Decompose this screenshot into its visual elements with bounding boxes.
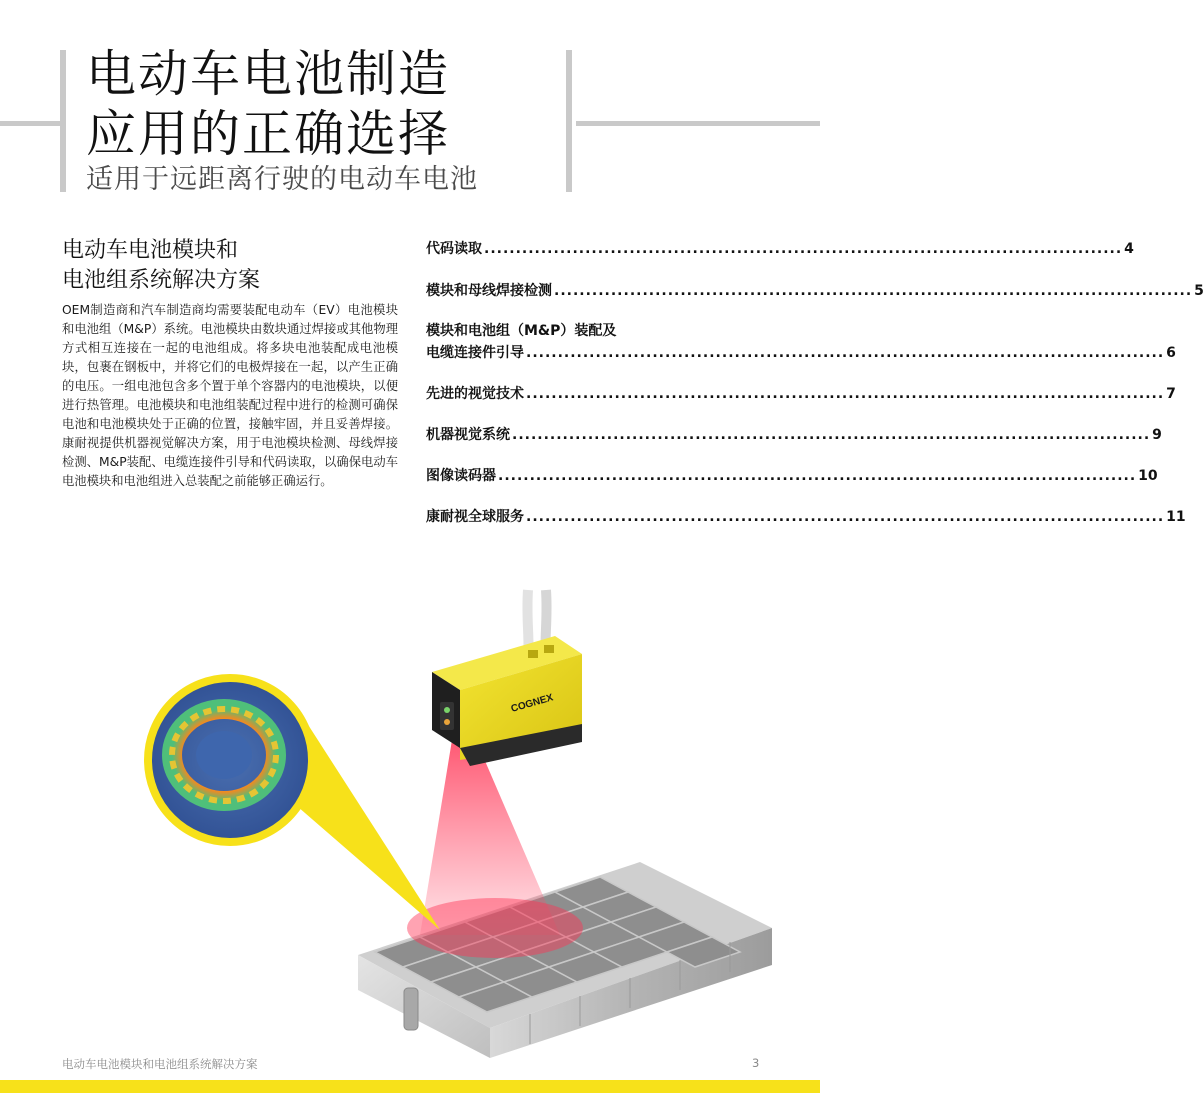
footer-running-title: 电动车电池模块和电池组系统解决方案 [62, 1057, 258, 1071]
header-rule-right [576, 121, 820, 126]
toc-item-vision-systems[interactable] [426, 424, 1162, 446]
toc-page-number: 6 [1166, 345, 1176, 361]
toc-page-number: 10 [1138, 468, 1158, 484]
toc-item-weld-inspection[interactable] [426, 280, 1204, 302]
toc-item-code-reading[interactable] [426, 238, 1134, 260]
header-rule-left [0, 121, 60, 126]
header-bracket-right [566, 50, 572, 192]
intro-body-text: OEM制造商和汽车制造商均需要装配电动车（EV）电池模块和电池组（M&P）系统。电池模块由数块通过焊接或其他物理方式相互连接在一起的电池组成。将多块电池装配成电池模块，包裹在钢板中，并将它们的电极焊接在一起，以产生正确的电压。一组电池包含多个置于单个容器内的电池模块，以便进行热管理。电池模块和电池组装配过程中进行的检测可确保电池和电池模块处于正确的位置，接触牢固，并且妥善焊接。康耐视提供机器视觉解决方案，用于电池模块检测、母线焊接检测、M&P装配、电缆连接件引导和代码读取，以确保电动车电池模块和电池组进入总装配之前能够正确运行。 [62, 303, 398, 488]
toc-leader: ..................................................................................................... [498, 468, 1137, 484]
toc-item-label: 康耐视全球服务 [426, 509, 524, 525]
header-bracket-left [60, 50, 66, 192]
section-heading [62, 236, 392, 296]
toc-item-label: 图像读码器 [426, 468, 496, 484]
laser-spot [407, 898, 583, 958]
battery-inspection-illustration [0, 570, 820, 1060]
toc-page-number: 4 [1124, 241, 1134, 257]
toc-item-label: 代码读取 [426, 241, 482, 257]
toc-item-label: 先进的视觉技术 [426, 386, 524, 402]
page-title-line-1: 电动车电池制造 [86, 45, 450, 103]
toc-item-label: 模块和电池组（M&P）装配及 [426, 323, 617, 339]
toc-leader: ..................................................................................................... [484, 241, 1123, 257]
toc-leader: ..................................................................................................... [512, 427, 1151, 443]
page-subtitle: 适用于远距离行驶的电动车电池 [86, 164, 478, 195]
toc-page-number: 11 [1166, 509, 1186, 525]
toc-item-label-line-2: 电缆连接件引导 [426, 345, 524, 361]
toc-leader: ..................................................................................................... [526, 509, 1165, 525]
toc-item-global-services[interactable] [426, 506, 1186, 528]
section-heading-line-1: 电动车电池模块和 [62, 238, 239, 263]
toc-page-number: 5 [1194, 283, 1204, 299]
section-heading-line-2: 电池组系统解决方案 [62, 268, 261, 293]
toc-item-image-readers[interactable] [426, 465, 1158, 487]
toc-item-mp-assembly[interactable] [426, 320, 1176, 364]
footer-accent-bar [0, 1080, 820, 1093]
sensor-brand-text: COGNEX [509, 692, 555, 715]
toc-item-advanced-vision[interactable] [426, 383, 1176, 405]
page-title-line-2: 应用的正确选择 [86, 105, 450, 163]
battery-module [358, 862, 772, 1058]
toc-item-label: 机器视觉系统 [426, 427, 510, 443]
footer-page-number: 3 [752, 1056, 760, 1070]
toc-page-number: 7 [1166, 386, 1176, 402]
toc-leader: ..................................................................................................... [526, 386, 1165, 402]
toc-leader: ..................................................................................................... [526, 345, 1165, 361]
toc-page-number: 9 [1152, 427, 1162, 443]
battery-handle [404, 988, 418, 1030]
toc-leader: ..................................................................................................... [554, 283, 1193, 299]
toc-item-label: 模块和母线焊接检测 [426, 283, 552, 299]
weld-zoom-callout [148, 678, 312, 842]
